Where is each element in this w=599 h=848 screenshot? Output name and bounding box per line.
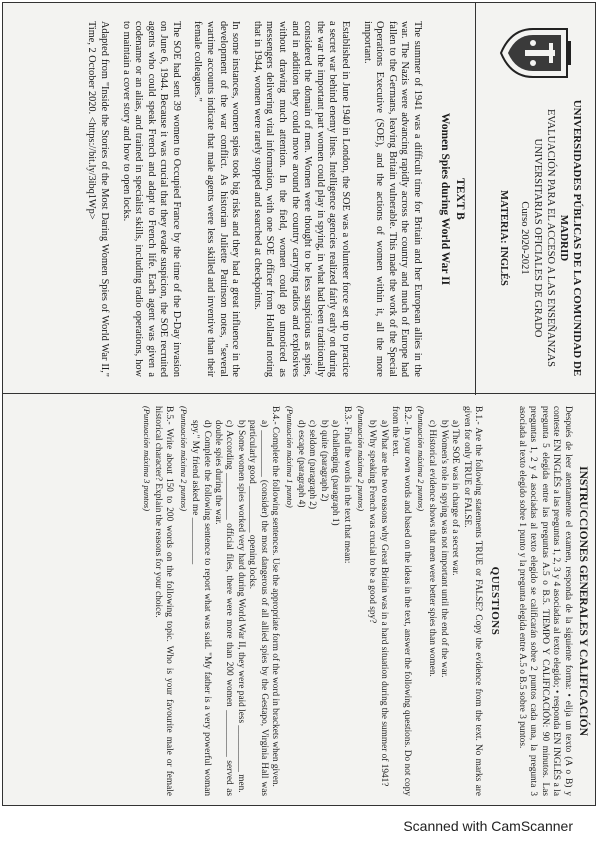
question-item: b) Why speaking French was crucial to be a good spy? <box>367 420 378 624</box>
exam-name: EVALUACIÓN PARA EL ACCESO A LAS ENSEÑANZAS UNIVERSITARIAS OFICIALES DE GRADO <box>532 108 556 368</box>
question-b3 <box>283 406 351 796</box>
question-item: c) Historical evidence shows that men were better spies than women. <box>427 420 438 677</box>
score-note: (Puntuación máxima 2 puntos) <box>416 406 426 512</box>
paragraph: In some instances, women spies took big risks and they had a great influence in the development of the war conflict. As historian Juliette Pattinson notes, "several wartime accounts indicate that male agents were less skilled and inventive than their female colleagues." <box>192 21 242 377</box>
question-item: a) challenging (paragraph 1) <box>330 420 341 526</box>
academic-year: Curso 2020-2021 <box>519 201 530 275</box>
question-prompt: B.2.- In your own words and based on the ideas in the text, answer the following questions. Do not copy from the text. <box>390 406 412 796</box>
rotated-exam-sheet <box>2 2 596 806</box>
question-item: d) Complete the following sentence to report what was said. "My father is a very powerful woman spy." My friend asked me __________ <box>190 420 212 796</box>
paragraph: The SOE had sent 39 women to Occupied France by the time of the D-Day invasion on June 6, 1944. Because it was crucial that they evade suspicion, the SOE recruited agents who could speak French and adapt to French life. Each agent was given a codename or an alias, and trained in specialist skills, including radio operations, how to maintain a cover story and how to open locks. <box>120 21 182 377</box>
question-b5 <box>140 406 174 796</box>
questions-column <box>2 394 596 806</box>
question-item: b) quite (paragraph 2) <box>318 420 329 502</box>
question-item: a) What are the two reasons why Great Britain was in a hard situation during the summer of 1941? <box>378 420 389 787</box>
question-prompt: B.5.- Write about 150 to 200 words on the following topic. Who is your favourite male or female historical character? Explain the reasons for your choice. <box>153 406 175 796</box>
instructions-text: Después de leer atentamente el examen, responda de la siguiente forma: • elija un texto (A o B) y conteste EN INGLÉS a las preguntas 1, 2, 3 y 4 asociadas al texto elegido; • responda EN INGLÉS a la pregunta 5 elegida entre las preguntas A.5 o B.5. TIEMPO Y CALIFICACIÓN: 90 minutos. Las preguntas 1, 2 y 4 asociadas al texto elegido se calificarán sobre 2 puntos cada una, la pregunta 3 asociada al texto elegido sobre 1 punto y la pregunta elegida entre A.5 o B.5 sobre 3 puntos. <box>516 406 573 796</box>
score-note: (Puntuación máxima 1 punto) <box>284 406 295 508</box>
paragraph: Established in June 1940 in London, the SOE was a volunteer force set up to practice a secret war behind enemy lines. Intelligence agencies realized fairly early on during the war the important part women could play in spying, in what had been traditionally considered the domain of men. Women were thought to be less suspicious as spies, and in addition they could move around the country carrying radios and explosives without drawing much attention. In the field, women could go unnoticed as messengers delivering vital information, with one SOE officer from Holland noting that in 1944, women were rarely stopped and searched at checkpoints. <box>251 21 352 377</box>
scanner-footer <box>0 806 599 848</box>
question-item: b) Some women spies worked very hard during World War II, they were paid less __________ men. <box>235 420 246 793</box>
question-item: c) According __________ official files, there were more than 200 women __________ served as double spies during the war. <box>213 420 235 796</box>
university-crest-icon <box>499 23 573 83</box>
paragraph: The summer of 1941 was a difficult time for Britain and her European allies in the war. The Nazis were advancing rapidly across the country and much of Europe had fallen to the Germans, leaving Britain vulnerable. This made the work of the Special Operations Executive (SOE), and the actions of women within it, all the more important. <box>361 21 423 377</box>
question-item: a) The SOE was in charge of a secret war. <box>450 420 461 576</box>
exam-header <box>475 3 595 395</box>
header-text <box>497 93 583 383</box>
text-b-heading <box>437 3 467 395</box>
question-item: d) escape (paragraph 4) <box>295 420 306 508</box>
question-b4 <box>177 406 280 796</box>
instructions-title: INSTRUCCIONES GENERALES Y CALIFICACIÓN <box>577 466 589 736</box>
scanner-watermark: Scanned with CamScanner <box>403 818 573 834</box>
question-b2 <box>355 406 412 796</box>
scanned-page <box>2 2 596 806</box>
question-item: b) Women's role in spying was not important until the end of the war. <box>438 420 449 678</box>
question-item: c) seldom (paragraph 2) <box>307 420 318 510</box>
question-prompt: B.1.- Are the following statements TRUE or FALSE? Copy the evidence from the text. No marks are given for only TRUE or FALSE. <box>461 406 484 796</box>
questions-heading: QUESTIONS <box>489 566 502 636</box>
text-b-label: TEXT B <box>454 178 466 220</box>
question-b1 <box>415 406 483 796</box>
question-prompt: B.4.- Complete the following sentences. Use the appropriate form of the word in brackets when given. <box>270 406 281 787</box>
text-b-body <box>76 21 423 377</box>
source-citation: Adapted from "Inside the Stories of the Most Daring Women Spies of World War II," Time, 2 October 2020. <https://bit.ly/3ibq1Wp> <box>86 21 110 377</box>
score-note: (Puntuación máxima 3 puntos) <box>141 406 152 512</box>
question-prompt: B.3.- Find the words in the text that mean: <box>341 406 352 564</box>
exam-frame <box>2 2 596 806</box>
text-b-title: Women Spies during World War II <box>439 112 451 286</box>
text-column <box>2 2 596 394</box>
score-note: (Puntuación máxima 2 puntos) <box>355 406 366 512</box>
university-name: UNIVERSIDADES PÚBLICAS DE LA COMUNIDAD DE MADRID <box>558 99 583 377</box>
instructions-block <box>137 406 589 796</box>
score-note: (Puntuación máxima 2 puntos) <box>178 406 189 512</box>
subject-name: MATERIA: INGLÉS <box>498 190 509 286</box>
question-item: a) __________ (consider) the most dangerous of all allied spies by the Gestapo, Virginia Hall was particularly good __________ opening locks. <box>247 420 269 796</box>
